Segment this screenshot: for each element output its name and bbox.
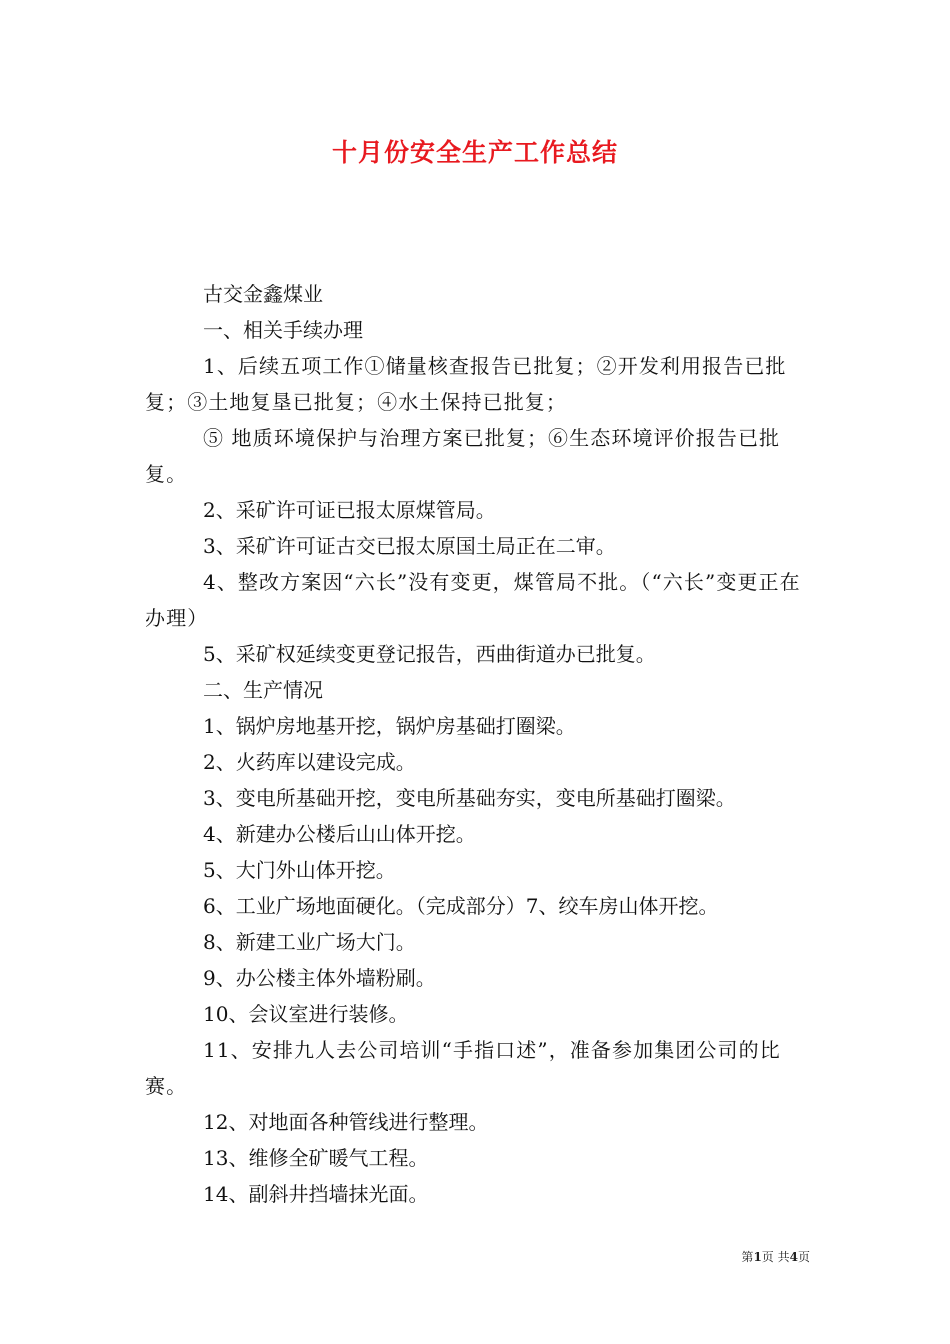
paragraph-company: 古交金鑫煤业 <box>203 282 323 306</box>
paragraph-item: 5、大门外山体开挖。 <box>203 858 396 882</box>
paragraph-item: 9、办公楼主体外墙粉刷。 <box>203 966 436 990</box>
paragraph-item: 5、采矿权延续变更登记报告，西曲街道办已批复。 <box>203 642 656 666</box>
footer-prefix: 第 <box>741 1250 754 1264</box>
paragraph-item: 12、对地面各种管线进行整理。 <box>203 1110 489 1134</box>
paragraph-item: 4、新建办公楼后山山体开挖。 <box>203 822 476 846</box>
section-heading-production: 二、生产情况 <box>203 678 323 702</box>
paragraph-item: 1、后续五项工作①储量核查报告已批复；②开发利用报告已批复；③土地复垦已批复；④水土保持已批复； <box>145 354 787 414</box>
page-number-footer <box>690 1248 810 1265</box>
footer-middle: 页 共 <box>761 1250 790 1264</box>
paragraph-item: 2、采矿许可证已报太原煤管局。 <box>203 498 496 522</box>
paragraph-item: 2、火药库以建设完成。 <box>203 750 416 774</box>
footer-suffix: 页 <box>797 1250 810 1264</box>
paragraph-item: 10、会议室进行装修。 <box>203 1002 409 1026</box>
paragraph-item: 13、维修全矿暖气工程。 <box>203 1146 429 1170</box>
footer-total-pages: 4 <box>789 1250 798 1264</box>
paragraph-item: 6、工业广场地面硬化。（完成部分）7、绞车房山体开挖。 <box>203 894 719 918</box>
footer-page-number: 1 <box>753 1250 762 1264</box>
paragraph-item: 11、安排九人去公司培训“手指口述”，准备参加集团公司的比赛。 <box>145 1038 781 1098</box>
paragraph-item: 3、变电所基础开挖，变电所基础夯实，变电所基础打圈梁。 <box>203 786 736 810</box>
paragraph-item: 1、锅炉房地基开挖，锅炉房基础打圈梁。 <box>203 714 576 738</box>
section-heading-procedures: 一、相关手续办理 <box>203 318 363 342</box>
paragraph-item: 8、新建工业广场大门。 <box>203 930 416 954</box>
document-title: 十月份安全生产工作总结 <box>331 138 618 167</box>
paragraph-item: ⑤ 地质环境保护与治理方案已批复；⑥生态环境评价报告已批复。 <box>145 426 781 486</box>
paragraph-item: 14、副斜井挡墙抹光面。 <box>203 1182 429 1206</box>
paragraph-item: 4、整改方案因“六长”没有变更，煤管局不批。（“六长”变更正在办理） <box>145 570 801 630</box>
document-body <box>145 276 810 1212</box>
paragraph-item: 3、采矿许可证古交已报太原国土局正在二审。 <box>203 534 616 558</box>
